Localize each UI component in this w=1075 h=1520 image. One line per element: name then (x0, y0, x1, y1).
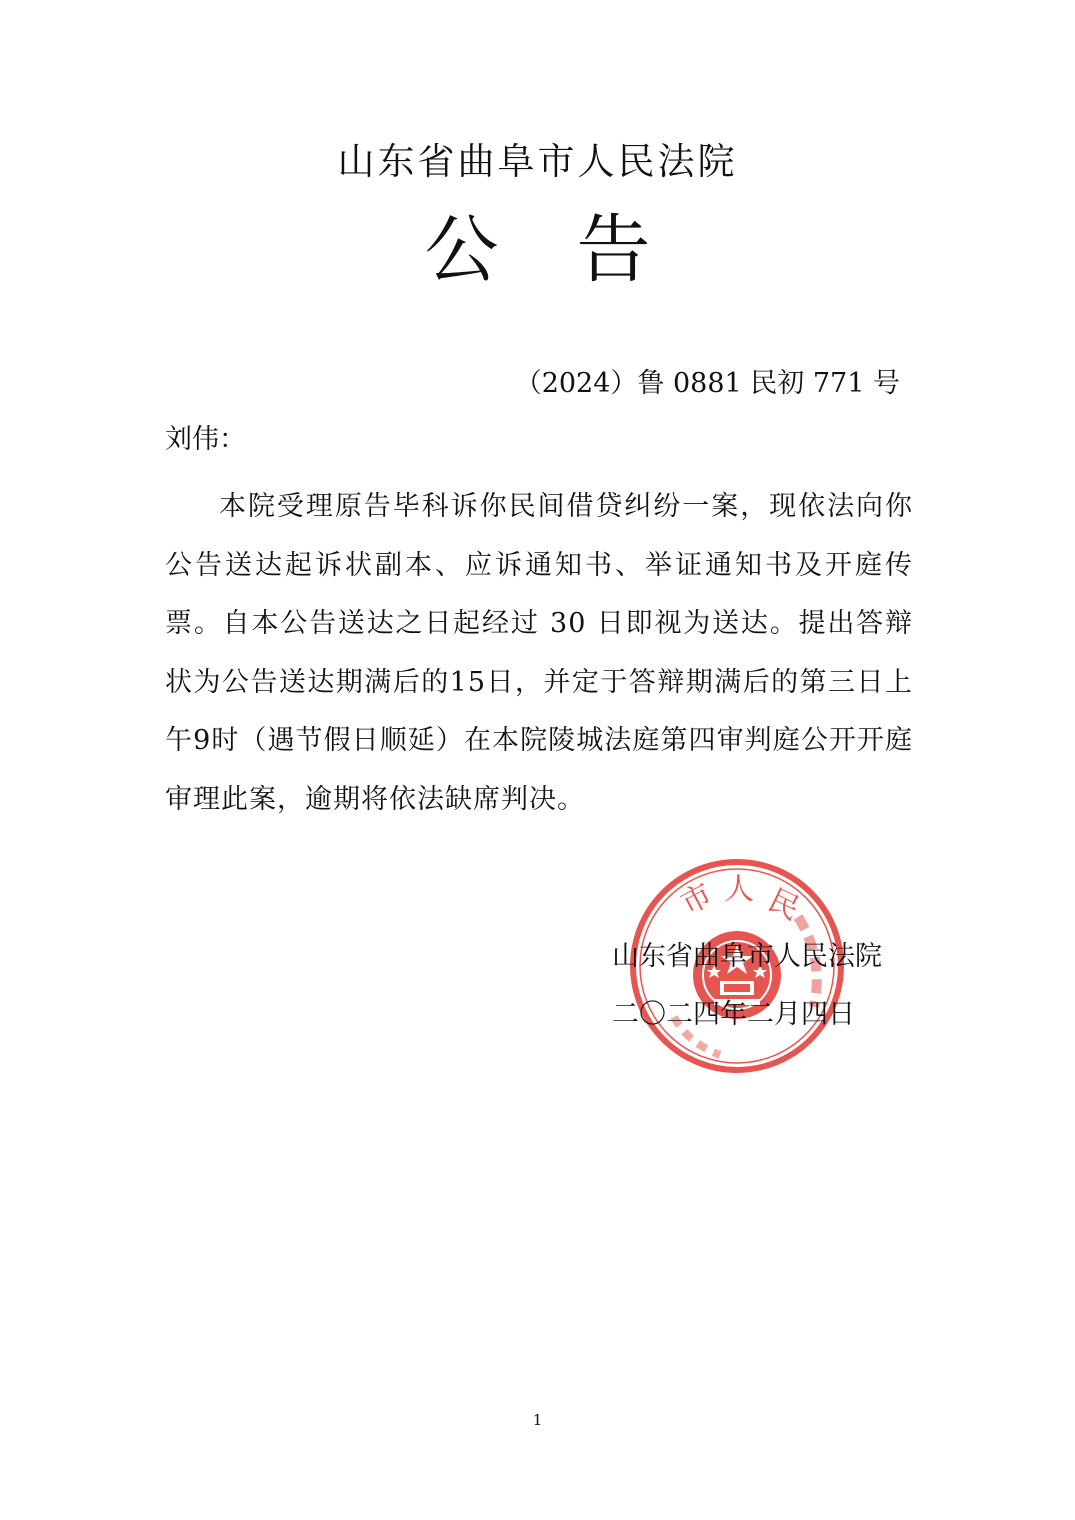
notice-body: 本院受理原告毕科诉你民间借贷纠纷一案，现依法向你公告送达起诉状副本、应诉通知书、举证通知书及开庭传票。自本公告送达之日起经过 30 日即视为送达。提出答辩状为公告送达期满后的15日，并定于答辩期满后的第三日上午9时（遇节假日顺延）在本院陵城法庭第四审判庭公开开庭审理此案，逾期将依法缺席判决。 (165, 491, 913, 815)
svg-text:市: 市 (675, 877, 719, 923)
document-type-heading (0, 208, 1075, 292)
doc-type-char-1: 公 (424, 207, 499, 293)
svg-text:民: 民 (762, 882, 805, 928)
page-number: 1 (532, 1411, 543, 1429)
doc-type-char-2: 告 (576, 207, 651, 293)
signature-court: 山东省曲阜市人民法院 (612, 941, 882, 972)
addressee: 刘伟： (165, 424, 246, 455)
case-number: （2024）鲁 0881 民初 771 号 (514, 368, 900, 399)
court-title: 山东省曲阜市人民法院 (337, 140, 738, 183)
svg-text:人: 人 (724, 872, 754, 907)
signature-block (612, 928, 912, 1044)
signature-date: 二〇二四年二月四日 (612, 999, 855, 1030)
